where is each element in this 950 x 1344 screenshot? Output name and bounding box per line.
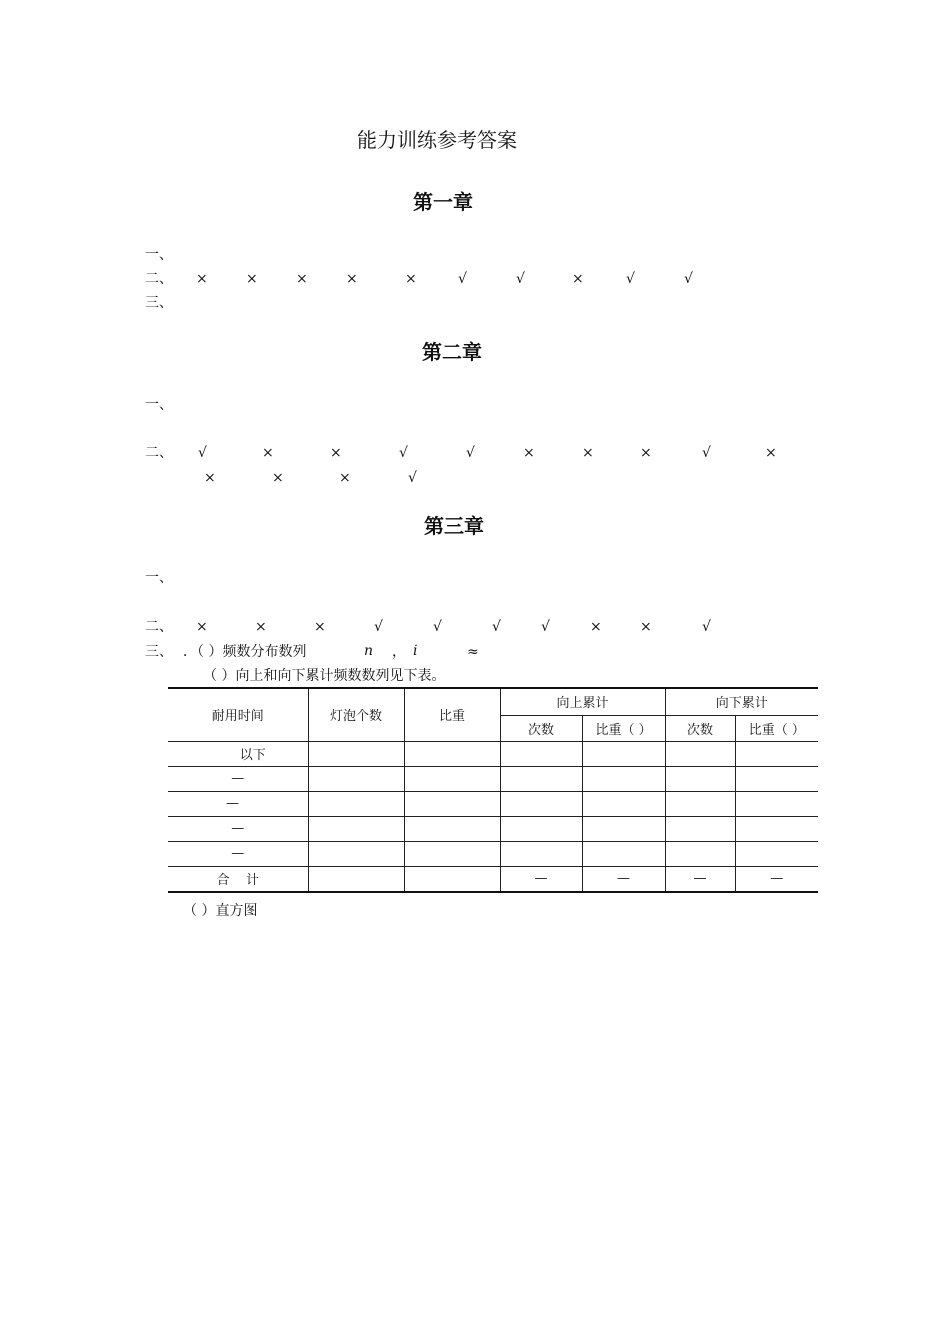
table-row	[168, 741, 818, 766]
row-label: —	[168, 766, 308, 791]
total-up-times: —	[500, 866, 582, 892]
answer-mark: ×	[346, 271, 358, 287]
subheader-down-ratio: 比重（ ）	[735, 715, 818, 741]
ch3-q3-line2: （ ）向上和向下累计频数数列见下表。	[203, 668, 446, 684]
answer-mark: √	[702, 619, 711, 635]
ch1-question-1-label: 一、	[145, 247, 173, 263]
answer-mark: √	[458, 271, 467, 287]
ch2-question-2-label: 二、	[145, 445, 173, 461]
answer-mark: ×	[272, 470, 284, 486]
row-label: 以下	[168, 741, 308, 766]
header-bulb-count: 灯泡个数	[308, 688, 404, 741]
answer-mark: √	[516, 271, 525, 287]
ch3-question-2-label: 二、	[145, 619, 173, 635]
answer-mark: √	[541, 619, 550, 635]
answer-mark: ×	[582, 445, 594, 461]
header-ratio: 比重	[404, 688, 500, 741]
answer-mark: ×	[590, 619, 602, 635]
chapter-1-heading: 第一章	[413, 190, 473, 214]
chapter-3-heading: 第三章	[424, 514, 484, 538]
answer-mark: ×	[255, 619, 267, 635]
answer-mark: √	[198, 445, 207, 461]
answer-mark: √	[626, 271, 635, 287]
answer-mark: √	[684, 271, 693, 287]
ch3-q3-i-symbol: i	[413, 643, 418, 659]
ch3-question-1-label: 一、	[145, 570, 173, 586]
answer-mark: ×	[204, 470, 216, 486]
answer-mark: ×	[314, 619, 326, 635]
ch3-q3-approx-symbol: ≈	[467, 644, 479, 660]
answer-mark: ×	[196, 619, 208, 635]
ch3-question-3-label: 三、	[145, 644, 173, 660]
table-row	[168, 841, 818, 866]
answer-mark: ×	[262, 445, 274, 461]
total-down-ratio: —	[735, 866, 818, 892]
answer-mark: √	[433, 619, 442, 635]
answer-mark: √	[408, 470, 417, 486]
answer-mark: ×	[246, 271, 258, 287]
answer-mark: ×	[640, 445, 652, 461]
answer-mark: ×	[405, 271, 417, 287]
chapter-2-heading: 第二章	[422, 340, 482, 364]
subheader-up-times: 次数	[500, 715, 582, 741]
row-label: —	[168, 791, 308, 816]
table-total-row	[168, 866, 818, 892]
answer-mark: ×	[523, 445, 535, 461]
answer-mark: √	[399, 445, 408, 461]
ch1-question-3-label: 三、	[145, 295, 173, 311]
ch3-q3-comma: ，	[392, 644, 406, 660]
answer-mark: ×	[330, 445, 342, 461]
answer-mark: √	[492, 619, 501, 635]
ch1-question-2-label: 二、	[145, 271, 173, 287]
ch3-q3-n-symbol: n	[364, 643, 374, 659]
answer-mark: √	[702, 445, 711, 461]
table-row	[168, 766, 818, 791]
ch3-q3-line1: ．（ ）频数分布数列	[183, 644, 307, 660]
answer-mark: ×	[296, 271, 308, 287]
cumulative-frequency-table	[168, 687, 818, 893]
ch3-q3-line3: （ ）直方图	[183, 903, 258, 919]
answer-mark: ×	[196, 271, 208, 287]
total-up-ratio: —	[582, 866, 665, 892]
row-label: —	[168, 841, 308, 866]
page-title: 能力训练参考答案	[357, 128, 517, 152]
header-duration: 耐用时间	[168, 688, 308, 741]
answer-mark: ×	[339, 470, 351, 486]
subheader-down-times: 次数	[665, 715, 735, 741]
row-label: —	[168, 816, 308, 841]
subheader-up-ratio: 比重（ ）	[582, 715, 665, 741]
ch2-question-1-label: 一、	[145, 397, 173, 413]
header-upward-cumulative: 向上累计	[500, 688, 665, 715]
total-down-times: —	[665, 866, 735, 892]
answer-mark: ×	[640, 619, 652, 635]
total-label: 合 计	[168, 866, 308, 892]
header-downward-cumulative: 向下累计	[665, 688, 818, 715]
answer-mark: ×	[572, 271, 584, 287]
table-row	[168, 791, 818, 816]
answer-mark: √	[374, 619, 383, 635]
answer-mark: √	[466, 445, 475, 461]
table-row	[168, 816, 818, 841]
answer-mark: ×	[765, 445, 777, 461]
